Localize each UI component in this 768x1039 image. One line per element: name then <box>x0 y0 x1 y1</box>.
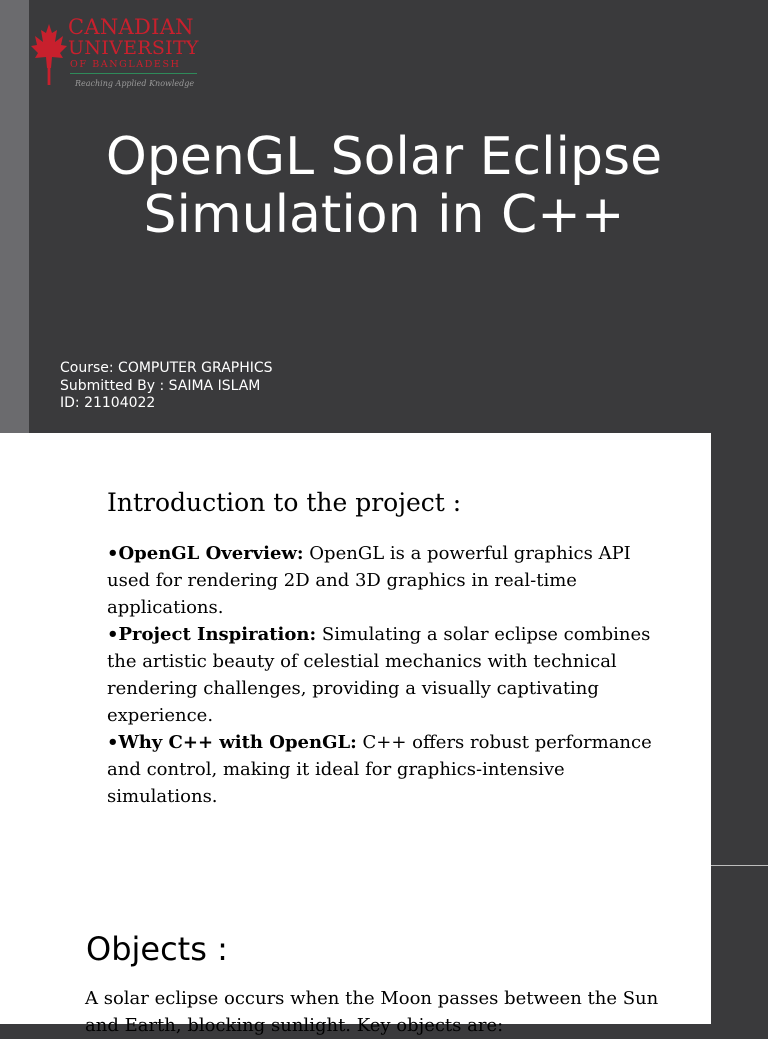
intro-bullet-list <box>107 540 677 810</box>
objects-description: A solar eclipse occurs when the Moon passes between the Sun and Earth, blocking sunlight. Key objects are: <box>85 988 659 1036</box>
bullet-term: •Project Inspiration: <box>107 624 317 645</box>
logo-divider <box>70 73 197 74</box>
bullet-text: C++ offers robust performance and control, making it ideal for graphics-intensive simulations. <box>107 732 652 807</box>
right-dark-strip <box>711 433 768 865</box>
objects-heading: Objects : <box>86 930 228 968</box>
presentation-title: OpenGL Solar Eclipse Simulation in C++ <box>105 127 663 245</box>
logo-text-canadian: CANADIAN <box>68 15 194 39</box>
logo-tagline: Reaching Applied Knowledge <box>75 79 195 88</box>
bullet-text: Simulating a solar eclipse combines the artistic beauty of celestial mechanics with technical rendering challenges, providing a visually captivating experience. <box>107 624 651 726</box>
bullet-item <box>107 729 677 810</box>
bullet-text: OpenGL is a powerful graphics API used for rendering 2D and 3D graphics in real-time applications. <box>107 543 631 618</box>
introduction-slide <box>0 433 711 1036</box>
course-label: Course: COMPUTER GRAPHICS <box>60 360 273 376</box>
intro-heading: Introduction to the project : <box>107 488 462 517</box>
logo-text-university: UNIVERSITY <box>68 37 199 59</box>
submitted-by-label: Submitted By : SAIMA ISLAM <box>60 377 261 394</box>
bullet-item <box>107 540 677 621</box>
university-logo <box>30 12 205 92</box>
maple-leaf-icon <box>30 22 68 86</box>
presentation-info <box>60 360 273 413</box>
right-dark-strip-lower <box>711 866 768 1024</box>
logo-text-of-bangladesh: OF BANGLADESH <box>70 59 181 70</box>
student-id-label: ID: 21104022 <box>60 395 156 411</box>
bullet-item <box>107 621 677 729</box>
title-slide <box>0 0 768 433</box>
bullet-term: •OpenGL Overview: <box>107 543 304 564</box>
bullet-term: •Why C++ with OpenGL: <box>107 732 357 753</box>
left-accent-strip <box>0 0 29 433</box>
